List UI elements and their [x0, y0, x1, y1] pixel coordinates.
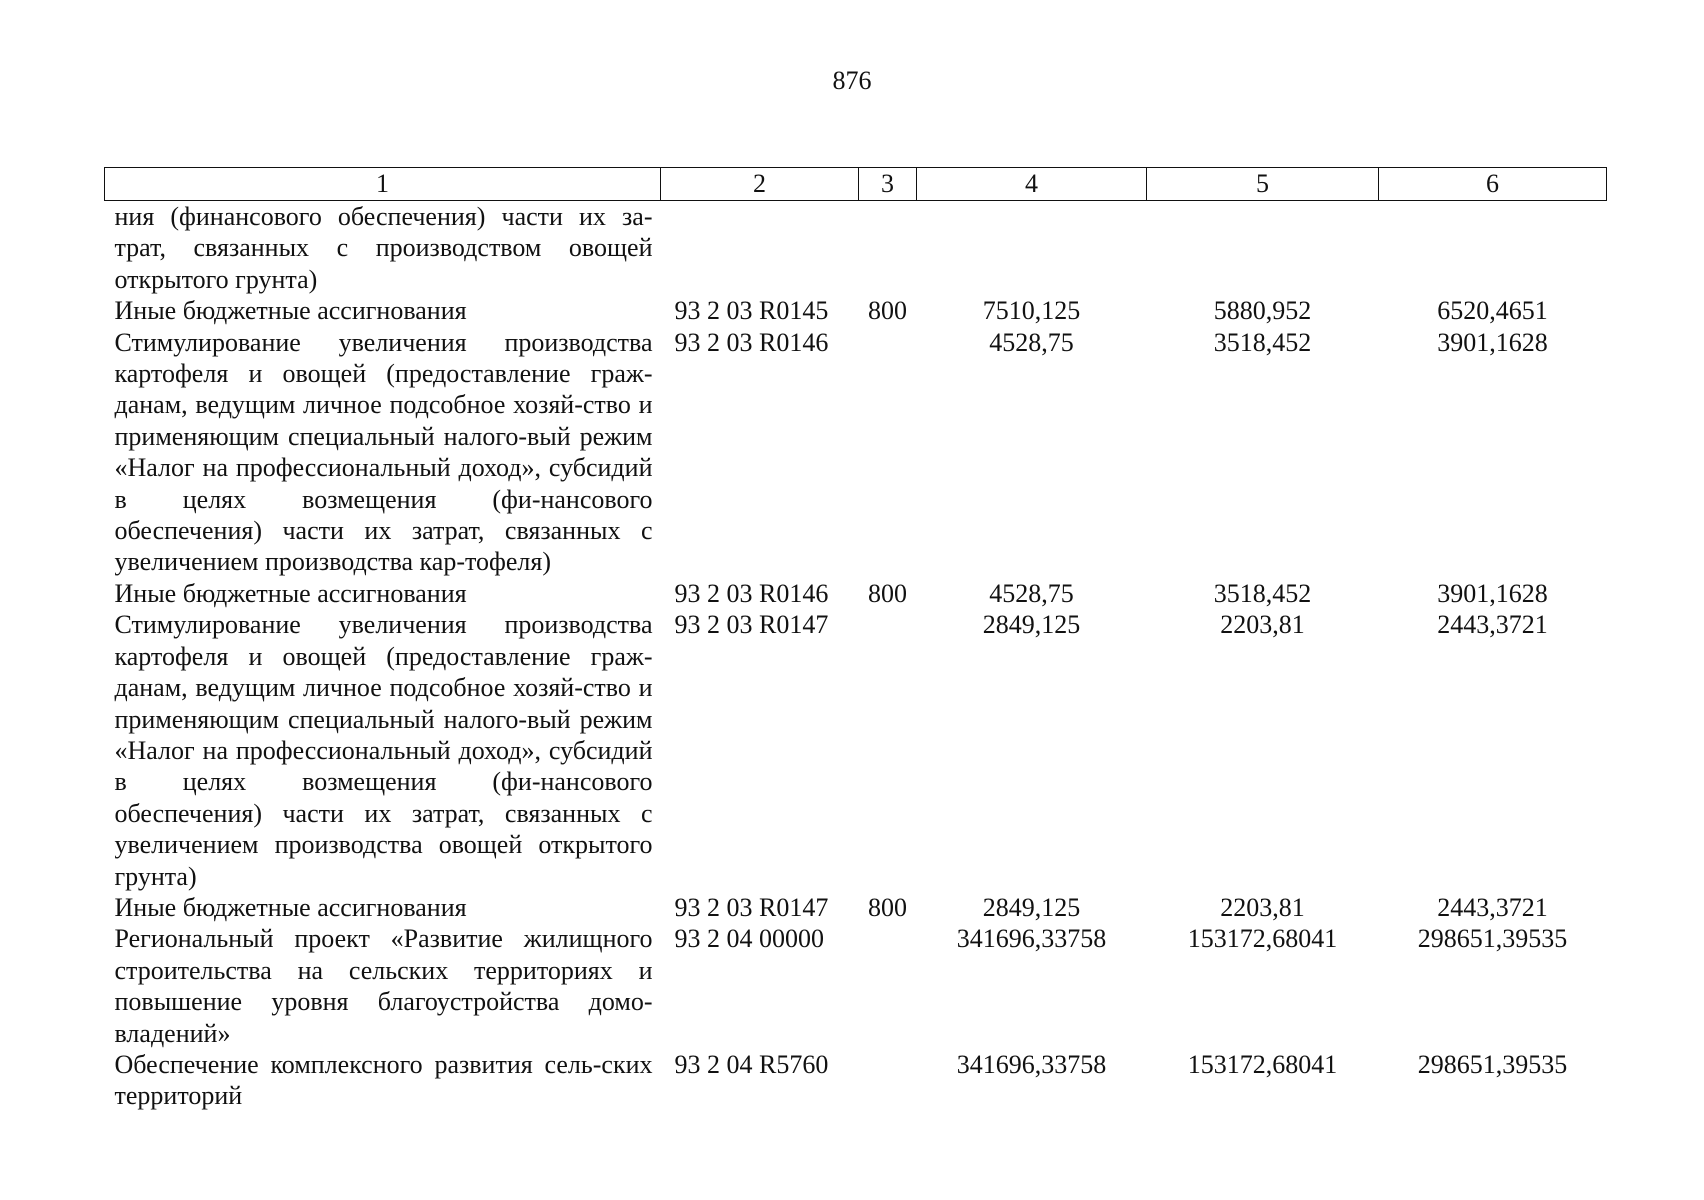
header-col-4: 4: [917, 168, 1147, 201]
table-row: [105, 923, 1607, 1049]
row-name: Иные бюджетные ассигнования: [114, 296, 467, 326]
table-body: [105, 201, 1607, 1112]
row-code: [661, 201, 859, 296]
row-name: Обеспечение комплексного развития сель-ских территорий: [114, 1049, 653, 1111]
row-type: [859, 923, 917, 1049]
header-col-6: 6: [1379, 168, 1607, 201]
table-header: [105, 168, 1607, 201]
header-col-5: 5: [1147, 168, 1379, 201]
table-row: [105, 201, 1607, 296]
row-value-6: 2443,3721: [1437, 610, 1548, 640]
row-value-4: 341696,33758: [956, 1049, 1107, 1079]
table-row: [105, 327, 1607, 578]
header-col-1: 1: [105, 168, 661, 201]
row-value-4: 4528,75: [989, 327, 1074, 357]
row-value-5: 3518,452: [1213, 327, 1312, 357]
table-row: [105, 1049, 1607, 1112]
row-value-5: 2203,81: [1220, 610, 1305, 640]
row-code: 93 2 03 R0147: [674, 892, 829, 922]
row-code: 93 2 04 R5760: [674, 1049, 829, 1079]
row-value-6: 298651,39535: [1417, 1049, 1568, 1079]
row-code: 93 2 03 R0146: [674, 327, 829, 357]
row-value-4: 2849,125: [982, 892, 1081, 922]
budget-table-container: [104, 167, 1607, 1112]
row-type: 800: [868, 892, 907, 922]
row-value-6: 3901,1628: [1437, 578, 1548, 608]
row-value-5: 5880,952: [1213, 296, 1312, 326]
row-value-6: 3901,1628: [1437, 327, 1548, 357]
row-value-6: [1379, 201, 1607, 296]
table-row: [105, 295, 1607, 326]
row-value-5: 153172,68041: [1187, 924, 1338, 954]
budget-table: [104, 167, 1607, 1112]
row-name: Стимулирование увеличения производства картофеля и овощей (предоставление граж-данам, ведущим личное подсобное хозяй-ство и применяющим специальный налого-вый режим «Налог на профессиональный доход», субсидий в целях возмещения (фи-нансового обеспечения) части их затрат, связанных с увеличением производства кар-тофеля): [114, 327, 653, 577]
row-value-5: [1147, 201, 1379, 296]
row-name: Иные бюджетные ассигнования: [114, 578, 467, 608]
row-type: [859, 1049, 917, 1112]
header-col-3: 3: [859, 168, 917, 201]
row-code: 93 2 03 R0145: [674, 296, 829, 326]
table-row: [105, 578, 1607, 609]
row-name: Иные бюджетные ассигнования: [114, 892, 467, 922]
row-code: 93 2 04 00000: [674, 924, 824, 954]
row-code: 93 2 03 R0146: [674, 578, 829, 608]
row-name: Стимулирование увеличения производства картофеля и овощей (предоставление граж-данам, ведущим личное подсобное хозяй-ство и применяющим специальный налого-вый режим «Налог на профессиональный доход», субсидий в целях возмещения (фи-нансового обеспечения) части их затрат, связанных с увеличением производства овощей открытого грунта): [114, 610, 653, 891]
row-value-4: 7510,125: [982, 296, 1081, 326]
row-name: ния (финансового обеспечения) части их за-трат, связанных с производством овощей открытого грунта): [114, 202, 653, 294]
row-value-5: 3518,452: [1213, 578, 1312, 608]
row-value-4: 341696,33758: [956, 924, 1107, 954]
row-value-6: 2443,3721: [1437, 892, 1548, 922]
page-number: 876: [832, 66, 872, 95]
row-type: 800: [868, 296, 907, 326]
row-type: [859, 609, 917, 892]
row-name: Региональный проект «Развитие жилищного строительства на сельских территориях и повышение уровня благоустройства домо-владений»: [114, 924, 653, 1048]
row-value-6: 298651,39535: [1417, 924, 1568, 954]
table-row: [105, 892, 1607, 923]
row-value-6: 6520,4651: [1437, 296, 1548, 326]
row-type: [859, 201, 917, 296]
row-value-5: 2203,81: [1220, 892, 1305, 922]
header-row: [105, 168, 1607, 201]
row-value-4: [917, 201, 1147, 296]
row-value-4: 4528,75: [989, 578, 1074, 608]
table-row: [105, 609, 1607, 892]
header-col-2: 2: [661, 168, 859, 201]
row-value-4: 2849,125: [982, 610, 1081, 640]
row-type: 800: [868, 578, 907, 608]
row-type: [859, 327, 917, 578]
row-value-5: 153172,68041: [1187, 1049, 1338, 1079]
row-code: 93 2 03 R0147: [674, 610, 829, 640]
